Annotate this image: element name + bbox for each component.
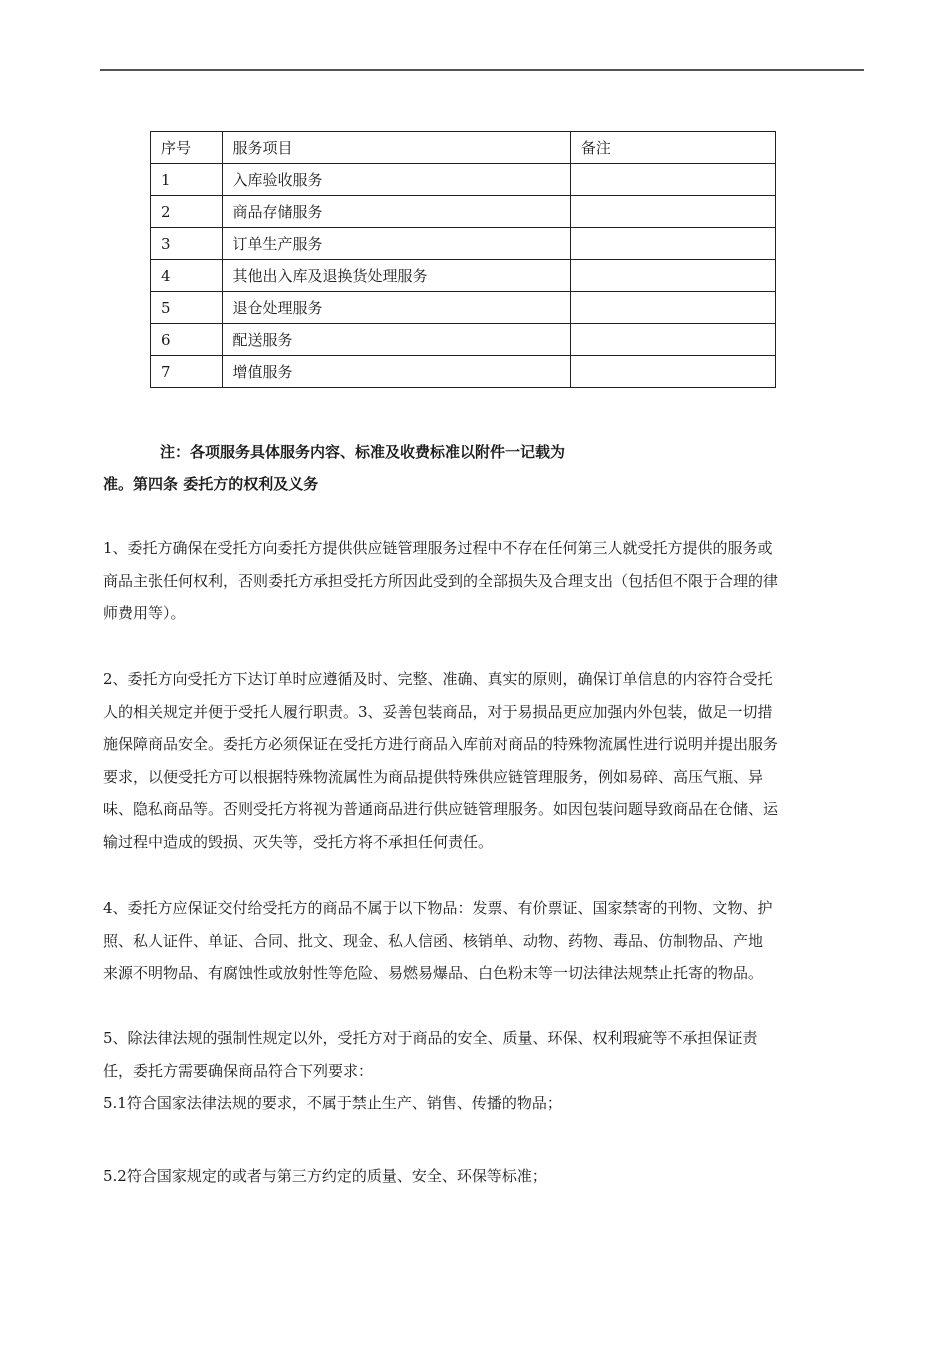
cell-item: 其他出入库及退换货处理服务	[222, 260, 570, 292]
cell-remark	[570, 292, 775, 324]
table-row	[151, 228, 776, 260]
paragraph-line: 5.2符合国家规定的或者与第三方约定的质量、安全、环保等标准；	[103, 1167, 547, 1185]
paragraph-4	[103, 892, 865, 990]
cell-remark	[570, 228, 775, 260]
paragraph-line: 5、除法律法规的强制性规定以外，受托方对于商品的安全、质量、环保、权利瑕疵等不承担保证责	[103, 1029, 758, 1047]
table-row	[151, 260, 776, 292]
cell-item: 配送服务	[222, 324, 570, 356]
cell-item: 订单生产服务	[222, 228, 570, 260]
cell-item: 增值服务	[222, 356, 570, 388]
header-remark: 备注	[570, 132, 775, 164]
table-row	[151, 324, 776, 356]
paragraph-line: 要求，以便受托方可以根据特殊物流属性为商品提供特殊供应链管理服务，例如易碎、高压气瓶、异	[103, 767, 764, 786]
table-row	[151, 164, 776, 196]
header-rule	[100, 69, 864, 71]
note-line-2-section-heading: 准。第四条 委托方的权利及义务	[103, 475, 319, 493]
cell-item: 商品存储服务	[222, 196, 570, 228]
paragraph-line: 商品主张任何权利，否则委托方承担受托方所因此受到的全部损失及合理支出（包括但不限于合理的律	[103, 571, 779, 590]
paragraph-5	[103, 1022, 865, 1120]
paragraph-line: 施保障商品安全。委托方必须保证在受托方进行商品入库前对商品的特殊物流属性进行说明并提出服务	[103, 735, 779, 754]
cell-no: 7	[151, 356, 223, 388]
header-item: 服务项目	[222, 132, 570, 164]
cell-remark	[570, 196, 775, 228]
paragraph-line: 味、隐私商品等。否则受托方将视为普通商品进行供应链管理服务。如因包装问题导致商品在仓储、运	[103, 800, 779, 819]
paragraph-line: 任，委托方需要确保商品符合下列要求：	[103, 1061, 374, 1080]
cell-remark	[570, 260, 775, 292]
cell-no: 1	[151, 164, 223, 196]
cell-no: 6	[151, 324, 223, 356]
paragraph-5-2	[103, 1160, 865, 1193]
cell-no: 5	[151, 292, 223, 324]
paragraph-line: 4、委托方应保证交付给受托方的商品不属于以下物品：发票、有价票证、国家禁寄的刊物、文物、护	[103, 899, 773, 917]
table-row	[151, 356, 776, 388]
paragraph-line: 输过程中造成的毁损、灭失等，受托方将不承担任何责任。	[103, 832, 494, 851]
services-table	[150, 131, 776, 388]
table-row	[151, 292, 776, 324]
paragraph-line: 照、私人证件、单证、合同、批文、现金、私人信函、核销单、动物、药物、毒品、仿制物品、产地	[103, 931, 764, 950]
paragraph-line: 来源不明物品、有腐蚀性或放射性等危险、易燃易爆品、白色粉末等一切法律法规禁止托寄的物品。	[103, 964, 764, 983]
paragraph-line: 2、委托方向受托方下达订单时应遵循及时、完整、准确、真实的原则，确保订单信息的内容符合受托	[103, 670, 773, 688]
paragraph-2	[103, 663, 865, 859]
table-row	[151, 196, 776, 228]
paragraph-line: 师费用等）。	[103, 604, 186, 623]
cell-remark	[570, 324, 775, 356]
note-line-1: 注：各项服务具体服务内容、标准及收费标准以附件一记载为	[160, 443, 566, 461]
header-no: 序号	[151, 132, 223, 164]
paragraph-1	[103, 532, 865, 630]
cell-item: 入库验收服务	[222, 164, 570, 196]
cell-no: 4	[151, 260, 223, 292]
cell-remark	[570, 164, 775, 196]
cell-no: 3	[151, 228, 223, 260]
table-header-row	[151, 132, 776, 164]
paragraph-line: 5.1符合国家法律法规的要求，不属于禁止生产、销售、传播的物品；	[103, 1094, 562, 1113]
paragraph-line: 1、委托方确保在受托方向委托方提供供应链管理服务过程中不存在任何第三人就受托方提供的服务或	[103, 539, 773, 557]
cell-no: 2	[151, 196, 223, 228]
cell-remark	[570, 356, 775, 388]
paragraph-line: 人的相关规定并便于受托人履行职责。3、妥善包装商品，对于易损品更应加强内外包装，做足一切措	[103, 702, 773, 721]
cell-item: 退仓处理服务	[222, 292, 570, 324]
